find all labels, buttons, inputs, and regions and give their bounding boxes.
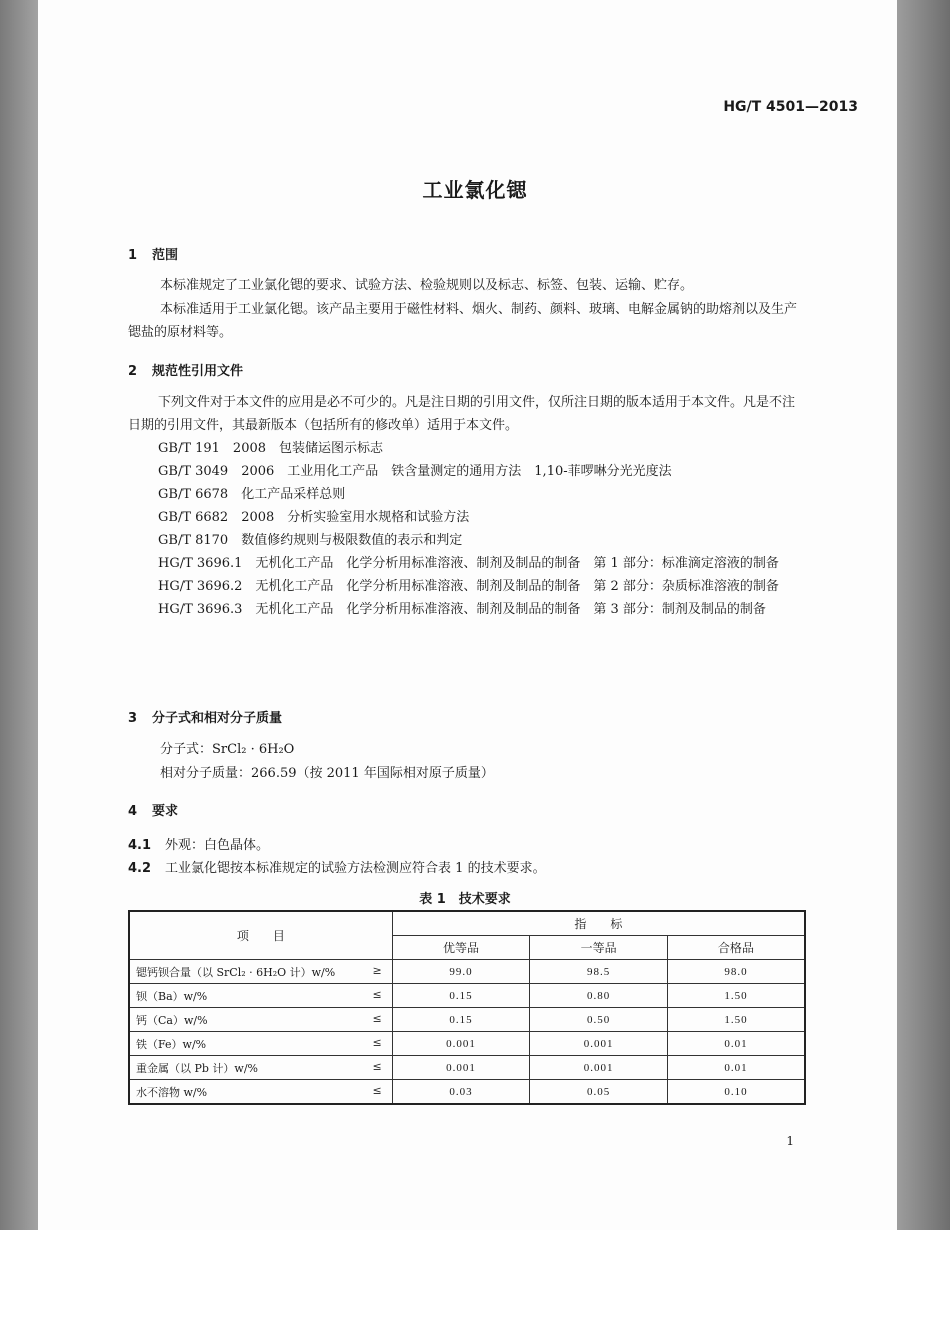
grade-header: 合格品: [667, 936, 805, 960]
row-item: [129, 1056, 392, 1080]
section-number: 3: [128, 711, 138, 726]
value-cell: 0.001: [530, 1056, 668, 1080]
value-cell: 0.15: [392, 984, 530, 1008]
value-cell: 0.01: [667, 1032, 805, 1056]
table-row: [129, 1056, 805, 1080]
references-block: [128, 391, 806, 621]
section-number: 1: [128, 248, 138, 263]
document-title: 工业氯化锶: [422, 178, 528, 202]
value-cell: 0.05: [530, 1080, 668, 1105]
item-label: 水不溶物 w/%: [136, 1085, 208, 1099]
section-heading-formula: [128, 707, 282, 726]
section-title: 要求: [152, 804, 179, 819]
reference-item: HG/T 3696.1 无机化工产品 化学分析用标准溶液、制剂及制品的制备 第 1 部分：标准滴定溶液的制备: [158, 556, 779, 571]
value-cell: 0.001: [530, 1032, 668, 1056]
comparison-symbol: ≥: [372, 964, 382, 977]
clause-number: 4.1: [128, 838, 152, 853]
value-cell: 99.0: [392, 960, 530, 984]
references-intro: 下列文件对于本文件的应用是必不可少的。凡是注日期的引用文件，仅所注日期的版本适用于本文件。凡是不注日期的引用文件，其最新版本（包括所有的修改单）适用于本文件。: [128, 395, 796, 433]
row-item: [129, 960, 392, 984]
column-header-index: 指 标: [392, 911, 805, 936]
molecular-formula: 分子式：SrCl₂ · 6H₂O: [160, 742, 295, 757]
value-cell: 1.50: [667, 1008, 805, 1032]
value-cell: 0.80: [530, 984, 668, 1008]
section-heading-references: [128, 360, 243, 379]
grade-header: 一等品: [530, 936, 668, 960]
row-item: [129, 1032, 392, 1056]
comparison-symbol: ≤: [372, 988, 382, 1001]
value-cell: 0.50: [530, 1008, 668, 1032]
table-row: [129, 960, 805, 984]
section-title: 分子式和相对分子质量: [152, 711, 283, 726]
clause-number: 4.2: [128, 861, 152, 876]
scope-paragraph-2: 本标准适用于工业氯化锶。该产品主要用于磁性材料、烟火、制药、颜料、玻璃、电解金属钠的助熔剂以及生产锶盐的原材料等。: [128, 302, 798, 340]
item-label: 重金属（以 Pb 计）w/%: [136, 1061, 259, 1075]
section-title: 规范性引用文件: [152, 364, 244, 379]
table-row: [129, 1080, 805, 1105]
reference-item: HG/T 3696.2 无机化工产品 化学分析用标准溶液、制剂及制品的制备 第 2 部分：杂质标准溶液的制备: [158, 579, 779, 594]
item-label: 钙（Ca）w/%: [136, 1013, 208, 1027]
value-cell: 0.001: [392, 1032, 530, 1056]
reference-item: GB/T 191 2008 包装储运图示标志: [158, 441, 384, 456]
reference-item: HG/T 3696.3 无机化工产品 化学分析用标准溶液、制剂及制品的制备 第 3 部分：制剂及制品的制备: [158, 602, 766, 617]
comparison-symbol: ≤: [372, 1012, 382, 1025]
requirement-4-2: [128, 857, 546, 876]
item-label: 钡（Ba）w/%: [136, 989, 208, 1003]
section-number: 2: [128, 364, 138, 379]
molecular-mass: 相对分子质量：266.59（按 2011 年国际相对原子质量）: [160, 766, 494, 781]
value-cell: 0.15: [392, 1008, 530, 1032]
value-cell: 0.10: [667, 1080, 805, 1105]
section-heading-scope: [128, 244, 178, 263]
comparison-symbol: ≤: [372, 1084, 382, 1097]
value-cell: 98.0: [667, 960, 805, 984]
reference-item: GB/T 6682 2008 分析实验室用水规格和试验方法: [158, 510, 470, 525]
table-caption: 表 1 技术要求: [419, 892, 511, 907]
section-title: 范围: [152, 248, 179, 263]
column-header-item: 项 目: [129, 911, 392, 960]
reference-item: GB/T 3049 2006 工业用化工产品 铁含量测定的通用方法 1,10-菲啰啉分光光度法: [158, 464, 672, 479]
requirement-4-1: [128, 834, 269, 853]
row-item: [129, 1008, 392, 1032]
clause-text: 外观：白色晶体。: [165, 838, 270, 853]
item-label: 锶钙钡合量（以 SrCl₂ · 6H₂O 计）w/%: [136, 965, 336, 979]
table-header-row: [129, 911, 805, 936]
item-label: 铁（Fe）w/%: [136, 1037, 207, 1051]
value-cell: 0.03: [392, 1080, 530, 1105]
section-heading-requirements: [128, 800, 178, 819]
comparison-symbol: ≤: [372, 1060, 382, 1073]
clause-text: 工业氯化锶按本标准规定的试验方法检测应符合表 1 的技术要求。: [165, 861, 546, 876]
table-row: [129, 1032, 805, 1056]
value-cell: 0.001: [392, 1056, 530, 1080]
value-cell: 0.01: [667, 1056, 805, 1080]
scope-paragraph-1: 本标准规定了工业氯化锶的要求、试验方法、检验规则以及标志、标签、包装、运输、贮存。: [160, 278, 694, 293]
table-row: [129, 1008, 805, 1032]
page-number: 1: [786, 1134, 794, 1148]
table-row: [129, 984, 805, 1008]
reference-item: GB/T 8170 数值修约规则与极限数值的表示和判定: [158, 533, 463, 548]
grade-header: 优等品: [392, 936, 530, 960]
technical-requirements-table: [128, 910, 806, 1105]
value-cell: 98.5: [530, 960, 668, 984]
reference-item: GB/T 6678 化工产品采样总则: [158, 487, 346, 502]
row-item: [129, 984, 392, 1008]
row-item: [129, 1080, 392, 1105]
section-number: 4: [128, 804, 138, 819]
standard-code: HG/T 4501—2013: [723, 99, 858, 115]
value-cell: 1.50: [667, 984, 805, 1008]
comparison-symbol: ≤: [372, 1036, 382, 1049]
